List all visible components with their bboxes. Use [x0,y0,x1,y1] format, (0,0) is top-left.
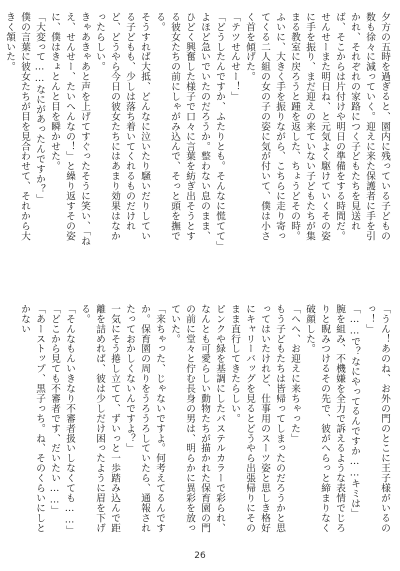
paragraph: もう子どもたちは皆帰ってしまったのだろうかと思ってはいたけれど、仕事用のスーツ姿と思しき格好にキャリーバッグを見るとどうやら出張帰りにそのまま直行してきたらしい。 [229,304,285,533]
page-number: 26 [194,551,206,561]
paragraph: 一気にそう捲し立てて、ずいっと一歩踏み込んで距離を詰めれば、彼は少しだけ困ったように眉を下げる。 [79,304,120,533]
upper-text-block [4,12,392,251]
paragraph: 夕方の五時を過ぎると、園内に残っている子どもの数も徐々に減っていく。迎えに来た保護者に手を引かれ、それぞれの家路につく子どもたちを見送れば、そこからは片付けや明日の準備をする時間だ。 [334,12,390,241]
paragraph: 僕の言葉に彼女たちが目を見合わせて、それから大きく頷いた。 [4,12,30,241]
dialogue-line: 「来ちゃった、じゃないですよ。何考えてるんですか。保育園の周りをうろうろしていたら、通報されたっておかしくないんですよ？」 [124,304,165,533]
dialogue-line: 「うん！あのね、お外の門のとこに王子様がいるのっ！」 [364,304,390,533]
paragraph: 腕を組み、不機嫌を全力で訴えるような表情でじろりと睨みつけるその先で、彼がへらっと締まりなく破顔した。 [304,304,345,533]
dialogue-line: 「テツせんせー！」 [229,12,240,102]
dialogue-line: 「……で？なにやってるんですか……キミは」 [349,304,360,519]
paragraph: せんせーまた明日ね、と元気よく駆けていくその姿に手を振り、まだ迎えの来ていない子どもたちが集まる教室に戻ろうと踵を返した、ちょうどその時。ふいに、大きく手を振りながら、こちらに走り寄ってくる二人組の女の子の姿に気が付いて、僕は小さく首を傾げた。 [244,12,330,241]
paragraph: きゃあきゃあと声を上げてすぐったそうに笑い、「ねえ、せんせー、たいへんなの！」と繰り返すその姿に、僕はきょとんと目を瞬かせた。 [49,12,90,246]
dialogue-line: 「どうしたんですか、ふたりとも。そんなに慌てて」 [214,12,225,251]
paragraph: そうすれば大抵、どんなに泣いたり騒いだりしている子どもも、少しは落ち着いてくれるものだけれど、どうやら今日の彼女たちにはあまり効果はなかったらしい。 [94,12,150,241]
lower-text-block [16,304,392,540]
dialogue-line: 「どこから見ても不審者です、だいたい……」 [49,304,60,516]
paragraph: よほど急いでいたのだろうか。整わない息のまま、ひどく興奮した様子で口々に言葉を紡ぎ出そうとする彼女たちの前にしゃがみ込んで、そっと頭を撫でる。 [154,12,210,241]
dialogue-line: 「そんなもんいきなり不審者扱いしなくても……」 [64,304,75,536]
dialogue-line: 「大変って……なにがあったんですか？」 [34,12,45,204]
dialogue-line: 「へへ、お迎えに来ちゃった」 [289,304,300,444]
paragraph: ピンクや緑を基調にしたパステルカラーで彩られ、なんとも可愛らしい動物たちが描かれた保育園の門の前に堂々と佇む長身の男は、明らかに異彩を放っていた。 [169,304,225,533]
dialogue-line: 「あーストップ、黒子っち。ね、そのくらいにしとかない [19,304,45,533]
